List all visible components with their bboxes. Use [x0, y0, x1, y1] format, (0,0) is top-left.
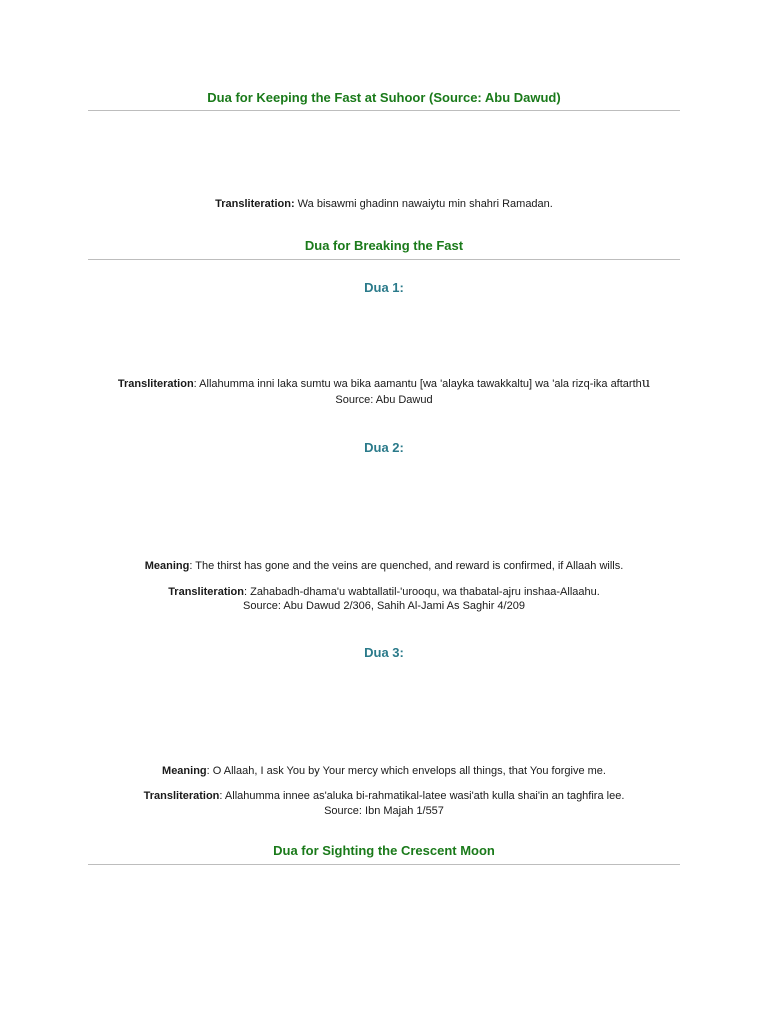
transliteration-tail: u: [641, 376, 651, 391]
meaning-text: : The thirst has gone and the veins are quenched, and reward is confirmed, if Allaah wills.: [189, 560, 624, 572]
heading-dua-1: Dua 1:: [364, 280, 404, 295]
heading-suhoor: Dua for Keeping the Fast at Suhoor (Source: Abu Dawud): [207, 90, 561, 105]
heading-dua-2: Dua 2:: [364, 440, 404, 455]
suhoor-transliteration: [0, 197, 768, 211]
meaning-label: Meaning: [162, 765, 207, 777]
dua3-source: Source: Ibn Majah 1/557: [324, 805, 444, 817]
heading-dua-3: Dua 3:: [364, 645, 404, 660]
transliteration-label: Transliteration: [143, 790, 220, 802]
dua1-source: Source: Abu Dawud: [335, 394, 433, 406]
transliteration-text: : Zahabadh-dhama'u wabtallatil-'urooqu, wa thabatal-ajru inshaa-Allaahu.: [243, 586, 600, 598]
divider-suhoor: [88, 110, 680, 111]
dua2-meaning: [0, 559, 768, 573]
meaning-text: : O Allaah, I ask You by Your mercy which envelops all things, that You forgive me.: [206, 765, 606, 777]
dua2-source: Source: Abu Dawud 2/306, Sahih Al-Jami As Saghir 4/209: [243, 600, 525, 612]
transliteration-label: Transliteration:: [215, 198, 295, 210]
dua1-transliteration: [0, 377, 768, 391]
transliteration-label: Transliteration: [168, 586, 244, 598]
meaning-label: Meaning: [144, 560, 190, 572]
divider-breaking-fast: [88, 259, 680, 260]
transliteration-label: Transliteration: [117, 378, 194, 390]
dua3-meaning: [0, 764, 768, 778]
transliteration-text: : Allahumma inni laka sumtu wa bika aamantu [wa 'alayka tawakkaltu] wa 'ala rizq-ika aftarth: [193, 378, 642, 390]
heading-crescent-moon: Dua for Sighting the Crescent Moon: [273, 843, 495, 858]
transliteration-text: Wa bisawmi ghadinn nawaiytu min shahri Ramadan.: [294, 198, 553, 210]
dua3-transliteration: [0, 789, 768, 803]
transliteration-text: : Allahumma innee as'aluka bi-rahmatikal-latee wasi'ath kulla shai'in an taghfira lee.: [219, 790, 625, 802]
dua2-transliteration: [0, 585, 768, 599]
heading-breaking-fast: Dua for Breaking the Fast: [304, 238, 464, 253]
divider-crescent-moon: [88, 864, 680, 865]
